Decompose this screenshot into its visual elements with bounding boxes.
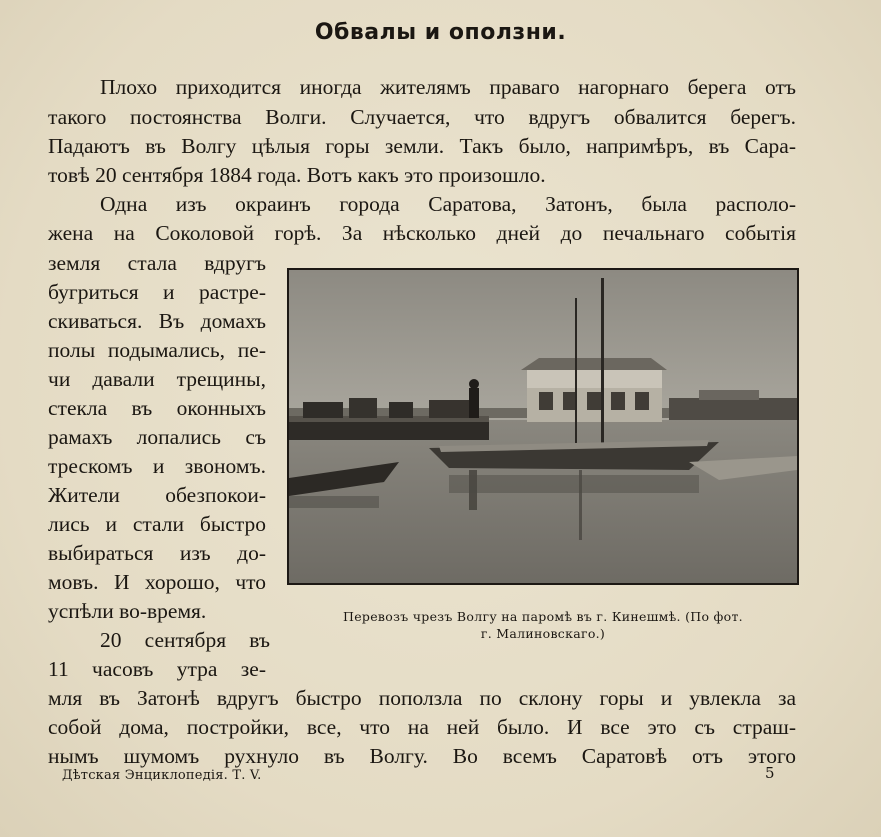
text-line: скиваться. Въ домахъ [48,309,266,333]
text-line: Одна изъ окраинъ города Саратова, Затонъ, была располо- [100,192,796,216]
figure-caption [287,608,799,642]
text-line: бугриться и растре- [48,280,266,304]
page-title: Обвалы и оползни. [314,20,567,45]
ferry-photograph [287,268,799,585]
text-line: рамахъ лопались съ [48,425,266,449]
text-line: Плохо приходится иногда жителямъ праваго нагорнаго берега отъ [100,75,796,99]
text-line: трескомъ и звономъ. [48,454,266,478]
text-line: мля въ Затонѣ вдругъ быстро поползла по склону горы и увлекла за [48,686,796,710]
text-line: нымъ шумомъ рухнуло въ Волгу. Во всемъ Саратовѣ отъ этого [48,744,796,768]
footer-book-title: Дѣтская Энциклопедія. Т. V. [62,768,262,783]
text-line: полы подымались, пе- [48,338,266,362]
text-line: товѣ 20 сентября 1884 года. Вотъ какъ это произошло. [48,163,546,187]
caption-line: Перевозъ чрезъ Волгу на паромѣ въ г. Кинешмѣ. (По фот. [343,609,743,624]
text-line: такого постоянства Волги. Случается, что вдругъ обвалится берегъ. [48,105,796,129]
text-line: стекла въ оконныхъ [48,396,266,420]
text-line: жена на Соколовой горѣ. За нѣсколько дней до печальнаго событія [48,221,796,245]
text-line: 20 сентября въ [100,628,270,652]
page-number: 5 [765,764,775,782]
caption-line: г. Малиновскаго.) [480,626,606,641]
text-line: 11 часовъ утра зе- [48,657,266,681]
text-line: успѣли во-время. [48,599,207,623]
text-line: Жители обезпокои- [48,483,266,507]
ferry-photo-illustration [289,270,797,583]
text-line: выбираться изъ до- [48,541,266,565]
text-line: Падаютъ въ Волгу цѣлыя горы земли. Такъ было, напримѣръ, въ Сара- [48,134,796,158]
text-line: собой дома, постройки, все, что на ней было. И все это съ страш- [48,715,796,739]
text-line: земля стала вдругъ [48,251,266,275]
text-line: чи давали трещины, [48,367,266,391]
text-line: мовъ. И хорошо, что [48,570,266,594]
text-line: лись и стали быстро [48,512,266,536]
